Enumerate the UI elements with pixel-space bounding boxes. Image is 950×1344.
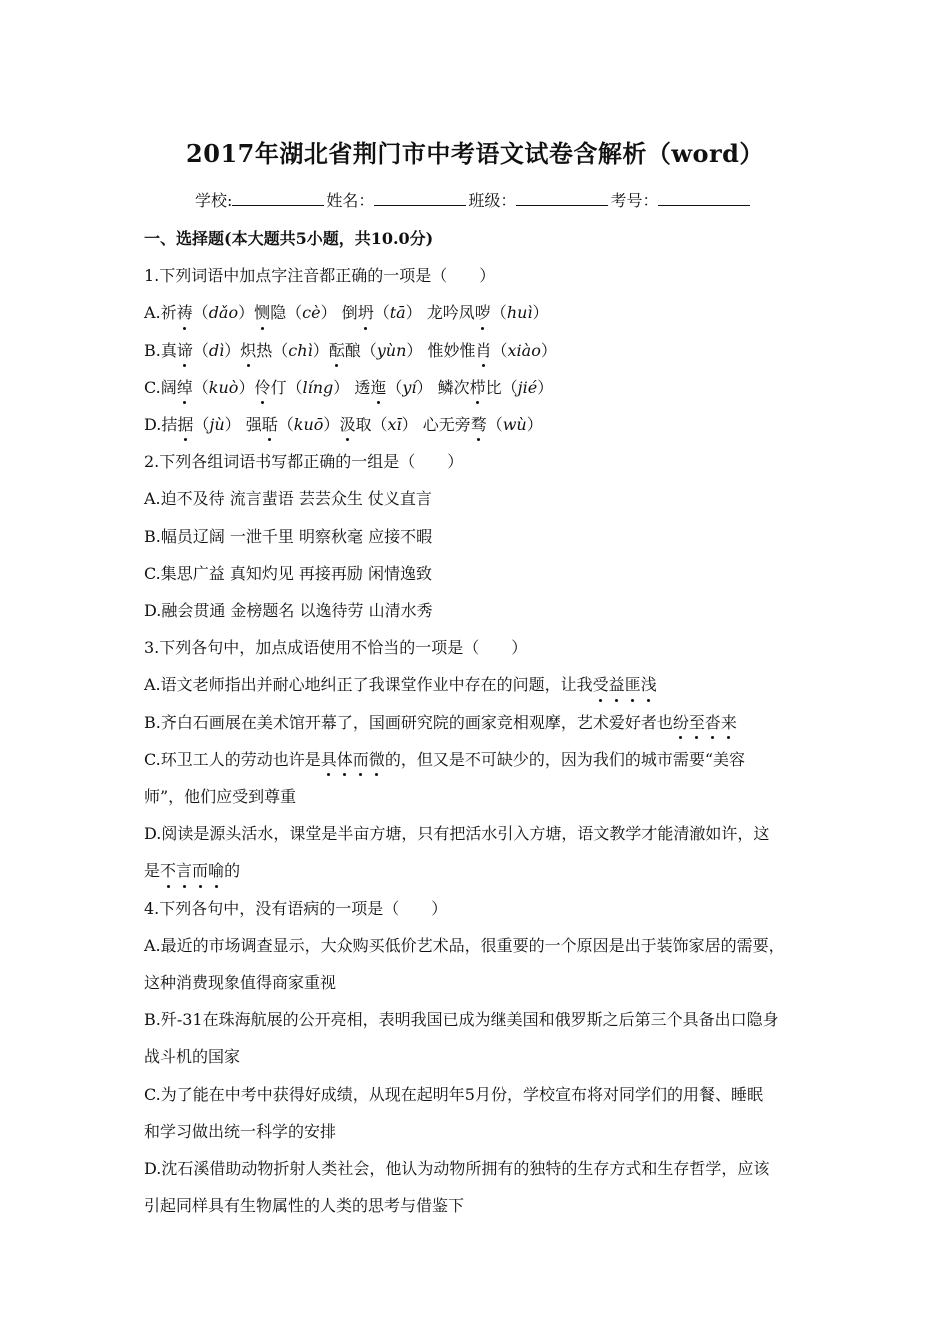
question-1-option-c: C.阔绰（kuò）伶仃（líng） 透迤（yí） 鳞次栉比（jié） bbox=[144, 369, 814, 406]
question-1-stem: 1.下列词语中加点字注音都正确的一项是（ ） bbox=[144, 266, 496, 286]
question-4-option-b: B.歼-31在珠海航展的公开亮相，表明我国已成为继美国和俄罗斯之后第三个具备出口隐身 战斗机的国家 bbox=[144, 1010, 779, 1067]
question-4-option-c: C.为了能在中考中获得好成绩，从现在起明年5月份，学校宣布将对同学们的用餐、睡眠 和学习做出统一科学的安排 bbox=[144, 1084, 763, 1141]
question-4-option-a: A.最近的市场调查显示，大众购买低价艺术品，很重要的一个原因是出于装饰家居的需要， 这种消费现象值得商家重视 bbox=[144, 935, 785, 993]
question-4-stem: 4.下列各句中，没有语病的一项是（ ） bbox=[144, 898, 448, 918]
page-title: 2017年湖北省荆门市中考语文试卷含解析（word） bbox=[186, 139, 764, 168]
question-2-option-d: D.融会贯通 金榜题名 以逸待劳 山清水秀 bbox=[144, 601, 433, 621]
question-1-option-d: D.拮据（jù） 强聒（kuō）汲取（xī） 心无旁骛（wù） bbox=[144, 406, 814, 443]
name-blank bbox=[374, 191, 466, 206]
section-heading: 一、选择题(本大题共5小题，共10.0分) bbox=[144, 229, 434, 248]
question-2-option-b: B.幅员辽阔 一泄千里 明察秋毫 应接不暇 bbox=[144, 526, 433, 546]
question-4-option-d: D.沈石溪借助动物折射人类社会，他认为动物所拥有的独特的生存方式和生存哲学，应该 引起同样具有生物属性的人类的思考与借鉴下 bbox=[144, 1159, 770, 1216]
number-blank bbox=[658, 191, 750, 206]
question-2-option-c: C.集思广益 真知灼见 再接再励 闲情逸致 bbox=[144, 563, 433, 583]
class-blank bbox=[516, 191, 608, 206]
school-blank bbox=[232, 191, 324, 206]
question-1-option-b: B.真谛（dì）炽热（chì）酝酿（yùn） 惟妙惟肖（xiào） bbox=[144, 332, 814, 369]
question-2-stem: 2.下列各组词语书写都正确的一组是（ ） bbox=[144, 452, 464, 472]
question-2-option-a: A.迫不及待 流言蜚语 芸芸众生 仗义直言 bbox=[144, 489, 432, 509]
question-3-option-d: D.阅读是源头活水，课堂是半亩方塘，只有把活水引入方塘，语文教学才能清澈如许，这 是不言而喻的 bbox=[144, 815, 814, 889]
number-label: 考号： bbox=[610, 191, 659, 210]
question-3-option-b: B.齐白石画展在美术馆开幕了，国画研究院的画家竞相观摩，艺术爱好者也纷至沓来 bbox=[144, 704, 814, 741]
exam-content bbox=[144, 220, 814, 1224]
student-info-row bbox=[195, 188, 752, 211]
school-label: 学校: bbox=[195, 191, 233, 210]
question-1-option-a: A.祈祷（dǎo）恻隐（cè） 倒坍（tā） 龙吟凤哕（huì） bbox=[144, 294, 814, 331]
name-label: 姓名： bbox=[326, 191, 375, 210]
question-3-option-a: A.语文老师指出并耐心地纠正了我课堂作业中存在的问题，让我受益匪浅 bbox=[144, 666, 814, 703]
question-3-option-c: C.环卫工人的劳动也许是具体而微的，但又是不可缺少的，因为我们的城市需要“美容 师”，他们应受到尊重 bbox=[144, 741, 814, 815]
class-label: 班级： bbox=[468, 191, 517, 210]
question-3-stem: 3.下列各句中，加点成语使用不恰当的一项是（ ） bbox=[144, 638, 528, 658]
